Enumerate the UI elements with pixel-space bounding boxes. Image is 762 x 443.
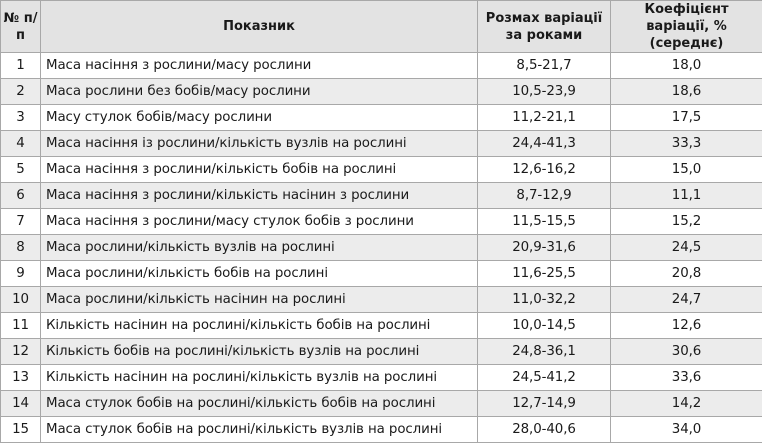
- row-cv: 33,6: [611, 365, 762, 391]
- row-indicator: Маса насіння з рослини/масу стулок бобів з рослини: [41, 209, 478, 235]
- table-row: [1, 339, 762, 365]
- row-cv: 17,5: [611, 105, 762, 131]
- row-cv: 18,6: [611, 79, 762, 105]
- row-num: 11: [1, 313, 41, 339]
- row-range: 24,8-36,1: [478, 339, 611, 365]
- row-cv: 30,6: [611, 339, 762, 365]
- row-num: 7: [1, 209, 41, 235]
- row-cv: 15,0: [611, 157, 762, 183]
- row-indicator: Маса насіння з рослини/масу рослини: [41, 53, 478, 79]
- header-num: № п/п: [1, 1, 41, 53]
- row-cv: 11,1: [611, 183, 762, 209]
- table-row: [1, 79, 762, 105]
- table-row: [1, 261, 762, 287]
- row-range: 10,0-14,5: [478, 313, 611, 339]
- table-row: [1, 313, 762, 339]
- row-indicator: Маса стулок бобів на рослині/кількість вузлів на рослині: [41, 417, 478, 443]
- row-cv: 20,8: [611, 261, 762, 287]
- table-row: [1, 287, 762, 313]
- row-num: 2: [1, 79, 41, 105]
- row-num: 12: [1, 339, 41, 365]
- table-row: [1, 235, 762, 261]
- row-range: 8,7-12,9: [478, 183, 611, 209]
- row-num: 15: [1, 417, 41, 443]
- row-range: 12,6-16,2: [478, 157, 611, 183]
- row-cv: 18,0: [611, 53, 762, 79]
- table-row: [1, 53, 762, 79]
- row-num: 6: [1, 183, 41, 209]
- row-num: 14: [1, 391, 41, 417]
- header-indicator: Показник: [41, 1, 478, 53]
- row-cv: 34,0: [611, 417, 762, 443]
- row-indicator: Кількість насінин на рослині/кількість вузлів на рослині: [41, 365, 478, 391]
- row-indicator: Маса насіння з рослини/кількість бобів на рослині: [41, 157, 478, 183]
- row-cv: 15,2: [611, 209, 762, 235]
- table-row: [1, 183, 762, 209]
- row-cv: 24,7: [611, 287, 762, 313]
- row-range: 20,9-31,6: [478, 235, 611, 261]
- row-num: 9: [1, 261, 41, 287]
- row-num: 8: [1, 235, 41, 261]
- row-cv: 14,2: [611, 391, 762, 417]
- row-indicator: Маса рослини/кількість насінин на рослині: [41, 287, 478, 313]
- table-row: [1, 209, 762, 235]
- header-cv: Коефіцієнт варіації, % (середнє): [611, 1, 762, 53]
- row-range: 11,2-21,1: [478, 105, 611, 131]
- row-cv: 12,6: [611, 313, 762, 339]
- row-range: 10,5-23,9: [478, 79, 611, 105]
- row-num: 3: [1, 105, 41, 131]
- row-range: 24,4-41,3: [478, 131, 611, 157]
- row-cv: 24,5: [611, 235, 762, 261]
- row-indicator: Кількість насінин на рослині/кількість бобів на рослині: [41, 313, 478, 339]
- row-indicator: Маса насіння із рослини/кількість вузлів на рослині: [41, 131, 478, 157]
- table-row: [1, 105, 762, 131]
- table-row: [1, 131, 762, 157]
- row-range: 12,7-14,9: [478, 391, 611, 417]
- row-range: 28,0-40,6: [478, 417, 611, 443]
- row-range: 8,5-21,7: [478, 53, 611, 79]
- table-row: [1, 365, 762, 391]
- row-num: 13: [1, 365, 41, 391]
- row-indicator: Маса рослини без бобів/масу рослини: [41, 79, 478, 105]
- row-range: 11,6-25,5: [478, 261, 611, 287]
- row-indicator: Масу стулок бобів/масу рослини: [41, 105, 478, 131]
- row-indicator: Маса стулок бобів на рослині/кількість бобів на рослині: [41, 391, 478, 417]
- header-row: [1, 1, 762, 53]
- table-row: [1, 391, 762, 417]
- row-cv: 33,3: [611, 131, 762, 157]
- row-num: 4: [1, 131, 41, 157]
- row-indicator: Маса насіння з рослини/кількість насінин з рослини: [41, 183, 478, 209]
- row-range: 24,5-41,2: [478, 365, 611, 391]
- row-indicator: Маса рослини/кількість бобів на рослині: [41, 261, 478, 287]
- row-range: 11,0-32,2: [478, 287, 611, 313]
- row-indicator: Кількість бобів на рослині/кількість вузлів на рослині: [41, 339, 478, 365]
- row-indicator: Маса рослини/кількість вузлів на рослині: [41, 235, 478, 261]
- row-num: 5: [1, 157, 41, 183]
- row-num: 10: [1, 287, 41, 313]
- table-row: [1, 157, 762, 183]
- row-num: 1: [1, 53, 41, 79]
- row-range: 11,5-15,5: [478, 209, 611, 235]
- header-range: Розмах варіації за роками: [478, 1, 611, 53]
